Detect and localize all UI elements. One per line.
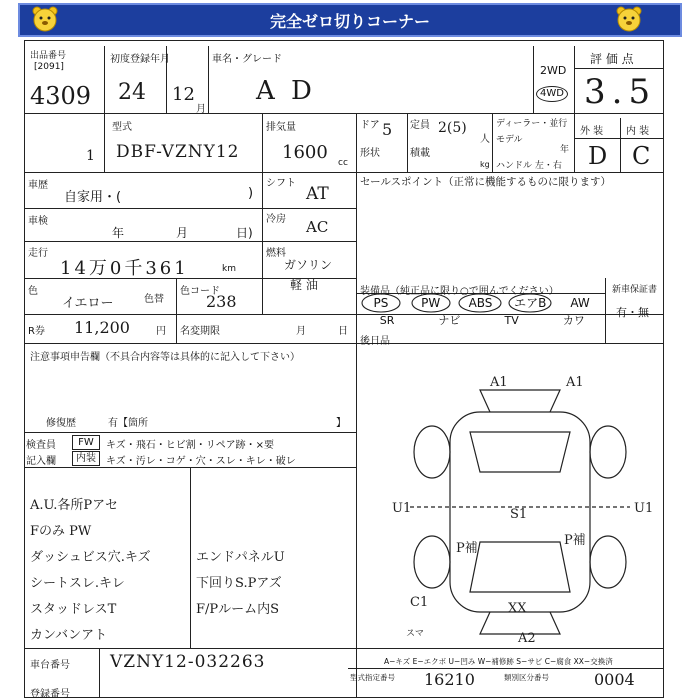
type-number-value: 16210 [424, 670, 475, 689]
chassis-label: 車台番号 [30, 660, 70, 671]
capacity-value: 2(5) [438, 120, 467, 136]
remarks-right [196, 546, 356, 624]
car-name-label: 車名・グレード [212, 54, 282, 65]
equipment-aw: AW [570, 296, 590, 310]
load-unit: kg [480, 160, 490, 169]
equipment-label: 装備品（純正品に限り○で囲んでください） [360, 286, 559, 297]
diagram-mark: スマ [406, 629, 424, 639]
registration-month-unit: 月 [196, 104, 206, 115]
registration-label: 初度登録年月 [110, 54, 170, 65]
equipment-row-2 [356, 314, 605, 329]
diagram-mark: P補 [456, 541, 478, 556]
equipment-sr: SR [379, 314, 395, 327]
registration-month: 12 [172, 84, 195, 105]
chassis-value: VZNY12-032263 [110, 652, 266, 672]
type-number-label: 型式指定番号 [350, 673, 395, 682]
bear-mascot-icon [614, 5, 644, 33]
remarks-left [30, 494, 190, 650]
mileage-value: 14万0千361 [60, 258, 189, 279]
exterior-grade: D [588, 142, 608, 170]
fw-label: FW [72, 435, 100, 450]
fw-items: キズ・飛石・ヒビ割・リペア跡・×要 [106, 440, 274, 451]
vehicle-check-month: 月 [176, 226, 189, 240]
fuel-label: 燃料 [266, 248, 286, 259]
vehicle-check-label: 車検 [28, 216, 48, 227]
score-label: 評 価 点 [590, 52, 634, 66]
diagram-mark: P補 [564, 533, 586, 548]
registration-year: 24 [118, 80, 146, 105]
door-value: 5 [382, 120, 393, 139]
dealer-model-label: モデル [496, 135, 523, 145]
dealer-handle-label: ハンドル 左・右 [496, 161, 562, 171]
door-label: ドア [360, 120, 380, 131]
remark-line: シートスレ.キレ [30, 576, 125, 591]
model-side-note: 1 [86, 148, 95, 164]
shift-label: シフト [266, 178, 296, 189]
model-value: DBF-VZNY12 [116, 142, 240, 162]
lot-number: 4309 [30, 82, 92, 110]
equipment-tv: TV [504, 314, 519, 327]
mileage-label: 走行 [28, 248, 48, 259]
diagram-mark: A1 [490, 375, 508, 390]
model-label: 型式 [112, 122, 132, 133]
diagram-mark: A2 [518, 631, 536, 644]
displacement-unit: cc [338, 158, 348, 168]
drive-4wd: 4WD [536, 86, 568, 102]
bear-mascot-icon [30, 5, 60, 33]
capacity-unit: 人 [480, 134, 490, 145]
equipment-leather: カワ [562, 314, 585, 327]
lot-label: 出品番号 [30, 51, 67, 61]
remark-line: カンバンアト [30, 628, 108, 643]
equipment-navi: ナビ [438, 314, 461, 327]
history-close: ) [248, 186, 254, 201]
later-items-label: 後日品 [360, 336, 390, 347]
displacement-label: 排気量 [266, 122, 296, 133]
equipment-airbag: エアB [514, 296, 547, 310]
vehicle-check-year: 年 [112, 226, 125, 240]
repair-close: 】 [336, 418, 346, 429]
notes-label: 注意事項申告欄（不具合内容等は具体的に記入して下さい） [30, 352, 300, 363]
diagram-mark: XX [508, 601, 527, 616]
remark-line: A.U.各所Pアセ [30, 498, 119, 513]
exterior-label: 外 装 [580, 126, 604, 137]
diagram-mark: S1 [510, 507, 528, 522]
remark-line: ダッシュビス穴.キズ [30, 550, 151, 565]
top-banner [18, 3, 682, 37]
warranty-value: 有・無 [616, 306, 649, 319]
warranty-label: 新車保証書 [612, 285, 658, 295]
dealer-year-label: 年 [560, 145, 570, 155]
name-change-month: 月 [296, 326, 306, 337]
aircon-value: AC [306, 218, 329, 236]
equipment-abs: ABS [468, 296, 493, 310]
equipment-pw: PW [421, 296, 441, 310]
diagram-legend: A−キズ E−エクボ U−凹み W−補修跡 S−サビ C−腐食 XX−交換済 [384, 657, 613, 666]
recycle-label: R券 [28, 326, 45, 337]
interior-check-items: キズ・汚レ・コゲ・穴・スレ・キレ・破レ [106, 456, 296, 467]
history-value: 自家用・( [64, 190, 122, 205]
remark-line: スタッドレスT [30, 602, 117, 617]
remark-line: 下回りS.Pアズ [196, 576, 282, 591]
color-code-label: 色コード [180, 286, 220, 297]
interior-label: 内 装 [626, 126, 650, 137]
class-number-label: 類別区分番号 [504, 673, 549, 682]
score-value: 3.5 [584, 72, 657, 112]
capacity-label: 定員 [410, 120, 430, 131]
color-code: 238 [206, 292, 237, 311]
registration-number-label: 登録番号 [30, 689, 70, 700]
shape-label: 形状 [360, 148, 380, 159]
car-damage-diagram [380, 372, 670, 644]
interior-grade: C [632, 142, 651, 170]
class-number-value: 0004 [594, 670, 635, 689]
inspector-label-1: 検査員 [26, 440, 56, 451]
interior-check-label: 内装 [72, 451, 100, 466]
name-change-day: 日 [338, 326, 348, 337]
recycle-value: 11,200 [74, 318, 130, 337]
name-change-label: 名変期限 [180, 326, 220, 337]
recycle-unit: 円 [156, 326, 166, 337]
repair-label: 修復歴 [46, 418, 76, 429]
drive-2wd: 2WD [540, 64, 567, 77]
aircon-label: 冷房 [266, 214, 286, 225]
diagram-mark: A1 [566, 375, 584, 390]
lot-sub: [2091] [34, 62, 64, 72]
diagram-mark: U1 [634, 501, 654, 516]
color-change-label: 色替 [144, 294, 164, 305]
equipment-ps: PS [373, 296, 389, 310]
load-label: 積載 [410, 148, 430, 159]
remark-line: F/Pルーム内S [196, 602, 280, 617]
fuel-gas: ガソリン [284, 258, 333, 272]
repair-value: 有【箇所 [108, 418, 148, 429]
dealer-label: ディーラー・並行 [496, 119, 568, 129]
color-label: 色 [28, 286, 38, 297]
remark-line: エンドパネルU [196, 550, 285, 565]
history-label: 車歴 [28, 180, 48, 191]
sales-point-label: セールスポイント（正常に機能するものに限ります） [360, 176, 612, 188]
displacement-value: 1600 [282, 142, 328, 163]
remark-line: Fのみ PW [30, 524, 92, 539]
banner-title: 完全ゼロ切りコーナー [269, 11, 430, 31]
shift-value: AT [306, 184, 329, 204]
mileage-unit: km [222, 264, 236, 274]
equipment-circles [356, 293, 605, 314]
fuel-diesel: 軽 油 [290, 278, 318, 292]
diagram-mark: C1 [410, 595, 429, 610]
inspector-label-2: 記入欄 [26, 456, 56, 467]
diagram-mark: U1 [392, 501, 412, 516]
color-value: イエロー [62, 296, 114, 311]
car-name-value: A D [256, 76, 316, 106]
vehicle-check-day: 日) [236, 226, 253, 240]
